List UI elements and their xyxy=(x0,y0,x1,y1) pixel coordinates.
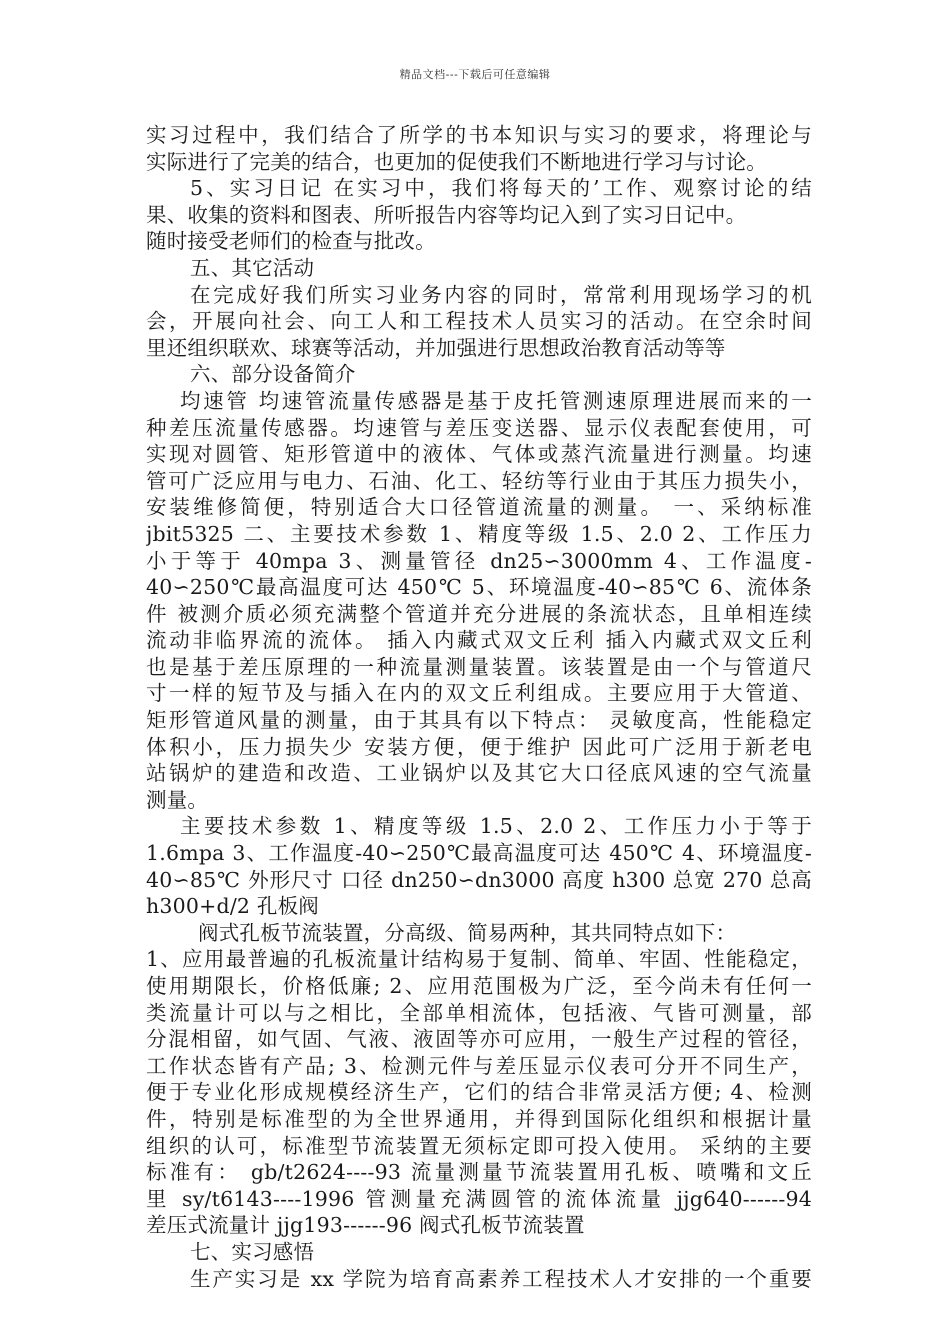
text-line: 40∽85℃ 外形尺寸 口径 dn250∽dn3000 高度 h300 总宽 270 总高 xyxy=(146,867,812,892)
text-line: 1、应用最普遍的孔板流量计结构易于复制、简单、牢固、性能稳定， xyxy=(146,947,812,972)
text-line: 主要技术参数 1、精度等级 1.5、2.0 2、工作压力小于等于 xyxy=(180,814,812,839)
text-line: 件，特别是标准型的为全世界通用，并得到国际化组织和根据计量 xyxy=(146,1106,812,1131)
text-line: 小于等于 40mpa 3、测量管径 dn25∽3000mm 4、工作温度- xyxy=(146,548,812,573)
text-line: 1.6mpa 3、工作温度-40∽250℃最高温度可达 450℃ 4、环境温度- xyxy=(146,841,812,866)
text-line: 40∽250℃最高温度可达 450℃ 5、环境温度-40∽85℃ 6、流体条 xyxy=(146,575,812,600)
text-line: 实习过程中，我们结合了所学的书本知识与实习的要求，将理论与 xyxy=(146,123,812,147)
text-line: 使用期限长，价格低廉; 2、应用范围极为广泛，至今尚未有任何一 xyxy=(146,974,812,998)
text-line: 工作状态皆有产品; 3、检测元件与差压显示仪表可分开不同生产， xyxy=(146,1053,812,1078)
text-line: 流动非临界流的流体。 插入内藏式双文丘利 插入内藏式双文丘利 xyxy=(146,628,812,653)
text-line: 安装维修简便，特别适合大口径管道流量的测量。 一、采纳标准 xyxy=(146,495,812,520)
text-line: 均速管 均速管流量传感器是基于皮托管测速原理进展而来的一 xyxy=(180,388,812,413)
text-line: 会，开展向社会、向工人和工程技术人员实习的活动。在空余时间 xyxy=(146,309,812,334)
text-line: 便于专业化形成规模经济生产，它们的结合非常灵活方便; 4、检测 xyxy=(146,1080,812,1105)
text-line: 里 sy/t6143----1996 管测量充满圆管的流体流量 jjg640------94 xyxy=(146,1186,812,1211)
text-line: 五、其它活动 xyxy=(190,255,315,280)
text-line: 果、收集的资料和图表、所听报告内容等均记入到了实习日记中。 xyxy=(146,202,747,227)
text-line: 测量。 xyxy=(146,787,209,812)
text-line: 寸一样的短节及与插入在内的双文丘利组成。主要应用于大管道、 xyxy=(146,681,812,706)
page-header: 精品文档---下载后可任意编辑 xyxy=(399,68,551,81)
text-line: 件 被测介质必须充满整个管道并充分进展的条流状态，且单相连续 xyxy=(146,601,812,626)
text-line: 在完成好我们所实习业务内容的同时，常常利用现场学习的机 xyxy=(190,282,812,307)
text-line: 随时接受老师们的检查与批改。 xyxy=(146,229,436,254)
text-line: 5、实习日记 在实习中，我们将每天的’工作、观察讨论的结 xyxy=(190,176,812,201)
text-line: 体积小，压力损失少 安装方便，便于维护 因此可广泛用于新老电 xyxy=(146,734,812,759)
text-line: 标准有： gb/t2624----93 流量测量节流装置用孔板、喷嘴和文丘 xyxy=(146,1160,812,1185)
text-line: 七、实习感悟 xyxy=(190,1239,315,1264)
text-line: 也是基于差压原理的一种流量测量装置。该装置是由一个与管道尺 xyxy=(146,654,812,679)
text-line: 差压式流量计 jjg193------96 阀式孔板节流装置 xyxy=(146,1213,585,1238)
text-line: 站锅炉的建造和改造、工业锅炉以及其它大口径底风速的空气流量 xyxy=(146,761,812,786)
text-line: 实际进行了完美的结合，也更加的促使我们不断地进行学习与讨论。 xyxy=(146,149,767,174)
text-line: jbit5325 二、主要技术参数 1、精度等级 1.5、2.0 2、工作压力 xyxy=(146,521,812,546)
text-line: 里还组织联欢、球赛等活动，并加强进行思想政治教育活动等等 xyxy=(146,335,726,360)
text-line: 种差压流量传感器。均速管与差压变送器、显示仪表配套使用，可 xyxy=(146,415,812,440)
text-line: 矩形管道风量的测量，由于其具有以下特点： 灵敏度高，性能稳定 xyxy=(146,708,812,733)
text-line: 阀式孔板节流装置，分高级、简易两种，其共同特点如下： xyxy=(198,920,737,945)
text-line: 组织的认可，标准型节流装置无须标定即可投入使用。 采纳的主要 xyxy=(146,1133,812,1158)
text-line: 生产实习是 xx 学院为培育高素养工程技术人才安排的一个重要 xyxy=(190,1266,812,1291)
document-body xyxy=(146,122,812,1292)
text-line: 管可广泛应用与电力、石油、化工、轻纺等行业由于其压力损失小， xyxy=(146,468,812,493)
text-line: 六、部分设备简介 xyxy=(190,362,356,387)
text-line: h300+d/2 孔板阀 xyxy=(146,894,319,919)
text-line: 实现对圆管、矩形管道中的液体、气体或蒸汽流量进行测量。均速 xyxy=(146,442,812,467)
text-line: 类流量计可以与之相比，全部单相流体，包括液、气皆可测量，部 xyxy=(146,1000,812,1025)
text-line: 分混相留，如气固、气液、液固等亦可应用，一般生产过程的管径， xyxy=(146,1027,812,1052)
